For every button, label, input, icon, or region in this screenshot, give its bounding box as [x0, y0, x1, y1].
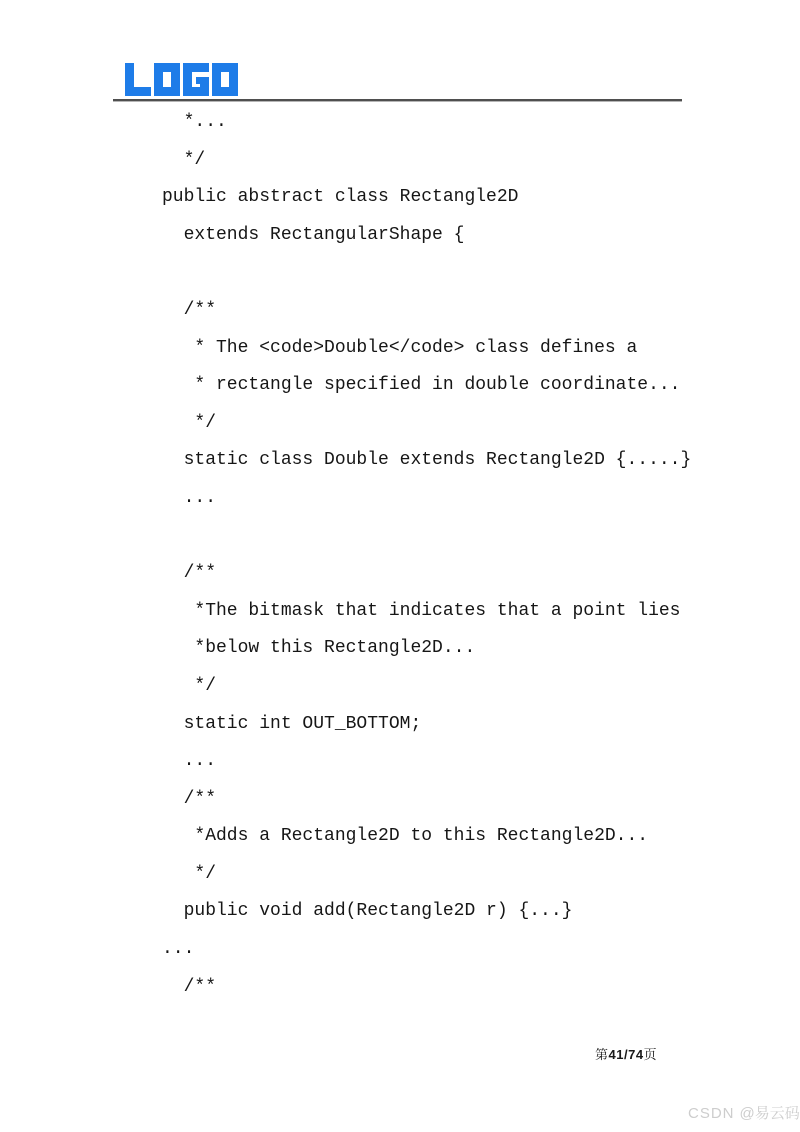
- code-block: [162, 104, 762, 1006]
- code-line: *The bitmask that indicates that a point lies: [162, 600, 681, 621]
- logo: [125, 63, 238, 96]
- code-line: /**: [162, 563, 217, 584]
- code-line: public void add(Rectangle2D r) {...}: [162, 901, 573, 922]
- code-line: static int OUT_BOTTOM;: [162, 713, 422, 734]
- code-line: ...: [162, 939, 195, 960]
- logo-letter-o2: [212, 63, 238, 96]
- logo-letter-g: [183, 63, 209, 96]
- code-line: [162, 254, 762, 292]
- page-indicator-suffix: 页: [643, 1047, 658, 1062]
- logo-letters-icon: [125, 63, 238, 96]
- code-line: * rectangle specified in double coordinate...: [162, 375, 681, 396]
- code-line: */: [162, 675, 217, 696]
- watermark-user: @易云码: [739, 1105, 800, 1122]
- code-line: *below this Rectangle2D...: [162, 638, 476, 659]
- code-line: * The <code>Double</code> class defines a: [162, 337, 638, 358]
- code-line: /**: [162, 976, 217, 997]
- code-line: */: [162, 149, 206, 170]
- code-line: extends RectangularShape {: [162, 224, 465, 245]
- code-line: */: [162, 863, 217, 884]
- logo-letter-l: [125, 63, 151, 96]
- header-rule: [113, 99, 682, 102]
- code-line: [162, 518, 762, 556]
- watermark: [688, 1102, 800, 1123]
- code-line: ...: [162, 751, 217, 772]
- code-line: *Adds a Rectangle2D to this Rectangle2D...: [162, 826, 649, 847]
- code-line: static class Double extends Rectangle2D {.....}: [162, 450, 692, 471]
- page-indicator: [595, 1044, 657, 1063]
- code-line: /**: [162, 299, 217, 320]
- code-line: */: [162, 412, 217, 433]
- code-line: ...: [162, 487, 217, 508]
- logo-letter-o1: [154, 63, 180, 96]
- page-number: 41/74: [608, 1047, 644, 1062]
- page-indicator-prefix: 第: [595, 1047, 609, 1062]
- code-line: *...: [162, 112, 227, 132]
- code-line: public abstract class Rectangle2D: [162, 187, 519, 208]
- watermark-brand: CSDN: [688, 1105, 735, 1122]
- code-line: /**: [162, 788, 217, 809]
